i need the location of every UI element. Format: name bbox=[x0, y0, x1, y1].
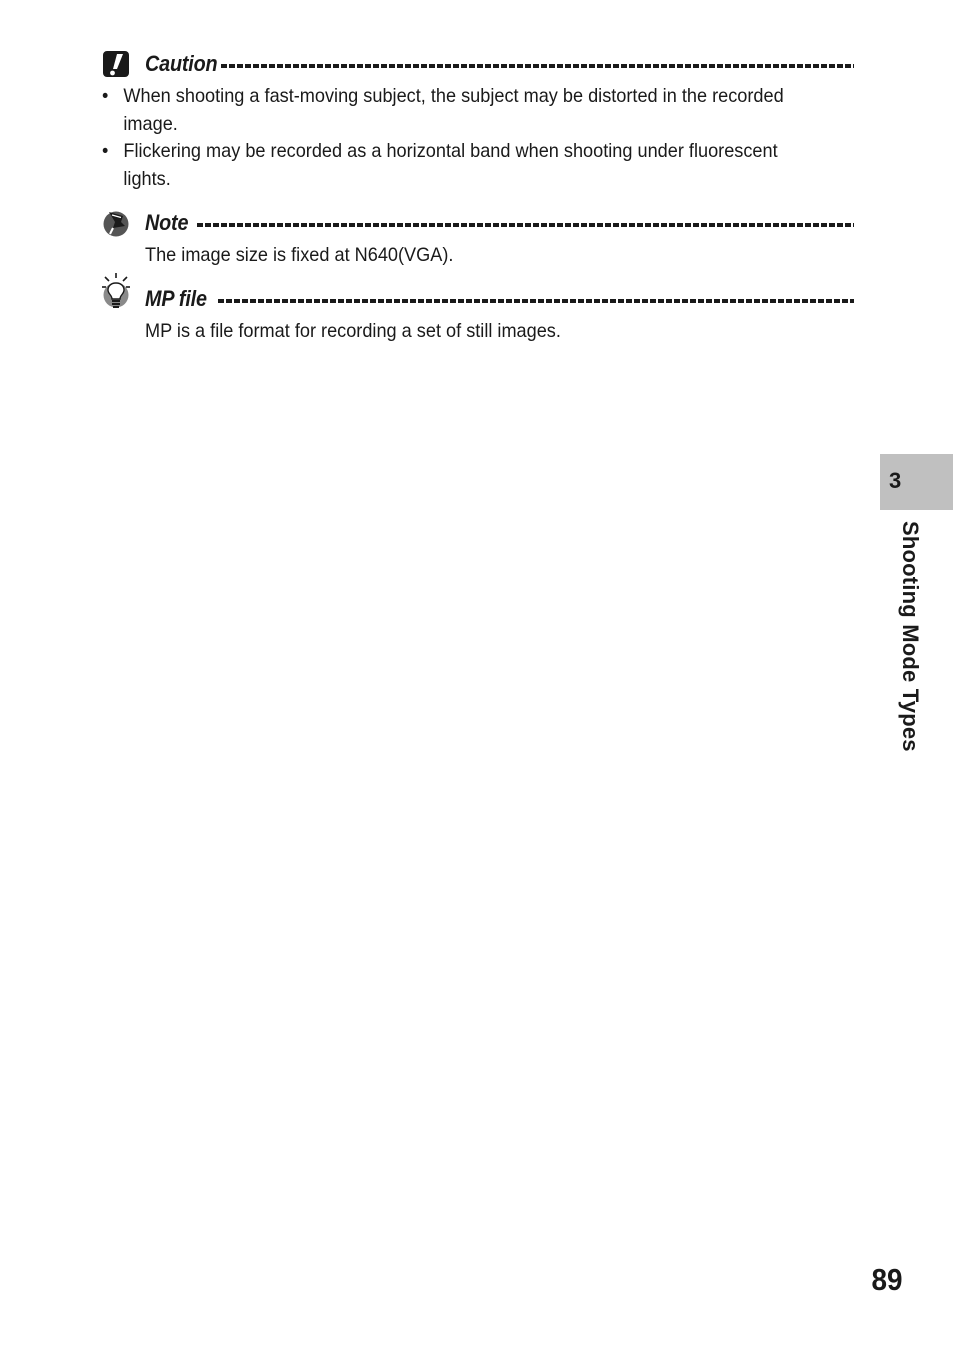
lightbulb-icon bbox=[102, 273, 130, 313]
note-section bbox=[102, 209, 854, 270]
caution-dash-rule bbox=[221, 64, 854, 68]
note-heading bbox=[102, 209, 854, 237]
caution-heading bbox=[102, 50, 854, 78]
note-icon bbox=[102, 209, 130, 237]
mp-file-section bbox=[102, 285, 854, 346]
chapter-label: Shooting Mode Types bbox=[898, 521, 923, 752]
bullet-icon: • bbox=[102, 140, 109, 162]
caution-item bbox=[102, 138, 809, 193]
chapter-number: 3 bbox=[889, 468, 902, 493]
mp-file-dash-rule bbox=[218, 299, 854, 303]
mp-file-text: MP is a file format for recording a set of still images. bbox=[145, 320, 561, 342]
mp-file-title: MP file bbox=[145, 286, 207, 311]
caution-item bbox=[102, 83, 809, 138]
page-number: 89 bbox=[870, 1262, 902, 1297]
caution-item-text: When shooting a fast-moving subject, the subject may be distorted in the recorded image. bbox=[123, 85, 784, 135]
caution-icon bbox=[102, 50, 130, 78]
note-dash-rule bbox=[197, 223, 854, 227]
note-text: The image size is fixed at N640(VGA). bbox=[145, 244, 454, 266]
mp-file-heading bbox=[102, 285, 854, 313]
note-title: Note bbox=[145, 210, 189, 235]
caution-section bbox=[102, 50, 854, 193]
caution-item-text: Flickering may be recorded as a horizontal band when shooting under fluorescent lights. bbox=[123, 140, 778, 190]
caution-title: Caution bbox=[145, 51, 218, 76]
bullet-icon: • bbox=[102, 85, 109, 107]
caution-list bbox=[102, 83, 809, 193]
